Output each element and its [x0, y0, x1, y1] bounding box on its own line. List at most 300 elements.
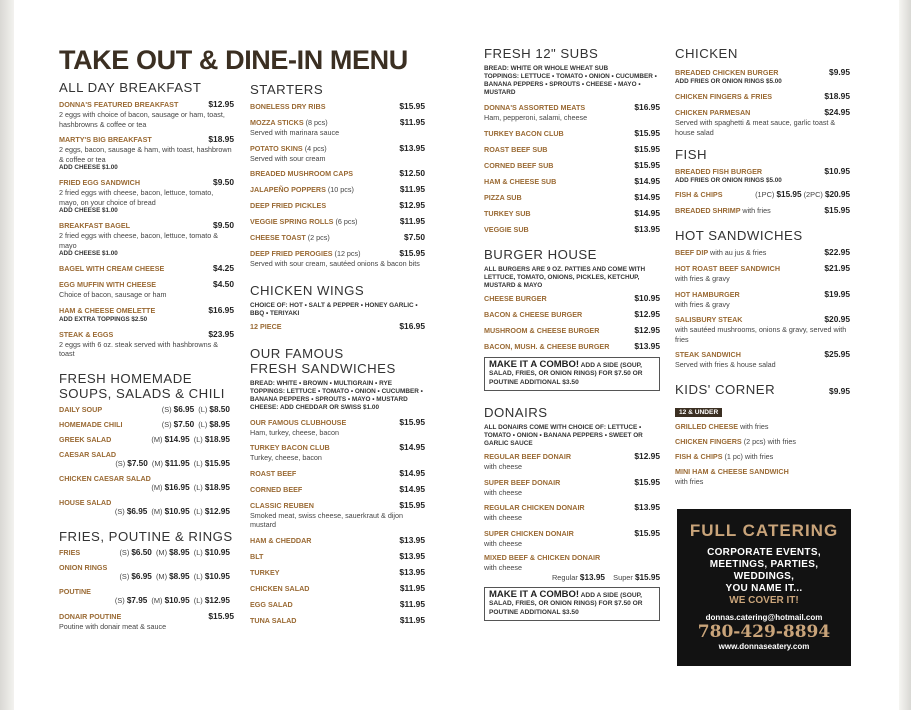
menu-item: [484, 144, 660, 155]
catering-website[interactable]: www.donnaseatery.com: [718, 642, 810, 651]
combo-box-2: [484, 587, 660, 622]
item-price: $11.95: [399, 117, 425, 127]
menu-item: [59, 474, 234, 493]
item-row: [484, 192, 660, 203]
item-row: [484, 224, 660, 235]
size-price: $8.95: [169, 547, 190, 557]
menu-item: [250, 101, 425, 112]
item-price: $16.95: [399, 320, 425, 331]
size-price: $18.95: [204, 434, 230, 444]
menu-item: [250, 248, 425, 269]
item-price: $4.50: [213, 279, 234, 289]
menu-item: [484, 325, 660, 336]
size-prices: [755, 190, 850, 200]
item-extra: ADD CHEESE $1.00: [59, 164, 118, 171]
item-row: [484, 341, 660, 352]
size-prices: [115, 507, 234, 517]
item-row: [675, 437, 850, 447]
section-title-fish: FISH: [675, 147, 708, 162]
size-label: (L): [198, 404, 208, 414]
menu-item: [250, 117, 425, 138]
item-name: [675, 452, 773, 462]
menu-item: [59, 405, 234, 415]
menu-item: [484, 160, 660, 171]
item-name: DAILY SOUP: [59, 404, 103, 414]
item-price: $15.95: [208, 610, 234, 621]
item-row: [59, 329, 234, 340]
item-name: 12 PIECE: [250, 321, 282, 331]
item-price: $25.95: [824, 349, 850, 359]
item-row: [59, 305, 234, 316]
sandwich-list: [250, 417, 425, 626]
menu-item: [484, 309, 660, 320]
item-name: [675, 422, 768, 432]
item-name: [59, 306, 155, 316]
menu-item: [250, 216, 425, 227]
item-description: Poutine with donair meat & sauce: [59, 621, 167, 631]
item-name: [484, 209, 531, 219]
size-price: $6.95: [126, 506, 148, 516]
item-price: $12.95: [208, 99, 234, 109]
item-price: $13.95: [634, 340, 660, 351]
item-name: ONION RINGS: [59, 562, 108, 572]
wings-note: CHOICE OF: HOT • SALT & PEPPER • HONEY GARLIC • BBQ • TERIYAKI: [250, 301, 418, 317]
item-price: $15.95: [634, 159, 660, 170]
item-name-text: STEAK SANDWICH: [675, 350, 741, 359]
size-label: (M): [155, 571, 168, 581]
item-name: [59, 330, 113, 340]
item-name-text: JALAPEÑO POPPERS: [250, 185, 326, 194]
item-price: $12.95: [634, 451, 660, 461]
item-name: [484, 129, 564, 139]
item-name-text: BAGEL WITH CREAM CHEESE: [59, 264, 165, 273]
menu-item: [250, 551, 425, 562]
item-name-text: DONNA'S ASSORTED MEATS: [484, 103, 586, 112]
item-row: [484, 128, 660, 139]
item-name-text: REGULAR CHICKEN DONAIR: [484, 503, 585, 512]
item-price: $14.95: [399, 467, 425, 478]
item-name: [250, 185, 354, 195]
catering-phone[interactable]: 780-429-8894: [697, 622, 831, 642]
item-name: [675, 437, 796, 447]
item-row: [250, 101, 425, 112]
item-price: $16.95: [634, 102, 660, 112]
menu-item: [675, 314, 850, 344]
item-description: Turkey, cheese, bacon: [250, 453, 322, 462]
menu-item: [59, 611, 234, 632]
item-description: with fries & gravy: [675, 299, 730, 309]
item-note: with au jus & fries: [710, 248, 767, 257]
item-extra: ADD EXTRA TOPPINGS $2.50: [59, 315, 148, 323]
size-prices: [162, 420, 234, 430]
item-description: Served with marinara sauce: [250, 128, 340, 137]
item-price: $13.95: [399, 534, 425, 545]
item-name: [675, 315, 743, 325]
item-name: [484, 478, 560, 488]
size-label: (M): [151, 482, 163, 492]
size-price: $10.95: [164, 506, 190, 516]
size-label: (S): [161, 404, 172, 414]
soups-list: [59, 405, 234, 517]
combo-text: ADD A SIDE (SOUP, SALAD, FRIES, OR ONION RINGS) FOR $7.50 OR POUTINE ADDITIONAL $3.50: [489, 591, 643, 616]
chicken-list: [675, 67, 850, 137]
item-name-text: HOT HAMBURGER: [675, 289, 740, 299]
item-name: [484, 225, 529, 235]
item-name: [675, 206, 771, 216]
item-name: [59, 100, 178, 110]
menu-item: [675, 349, 850, 370]
catering-line: MEETINGS, PARTIES,: [709, 559, 819, 570]
size-prices: [115, 596, 234, 606]
item-price: $13.95: [399, 566, 425, 577]
item-row: [675, 452, 850, 462]
item-name-text: CORNED BEEF SUB: [484, 160, 554, 170]
size-label: (L): [193, 458, 203, 468]
combo-heading: MAKE IT A COMBO!: [489, 358, 580, 370]
item-name-text: TUNA SALAD: [250, 615, 297, 625]
item-name-text: PIZZA SUB: [484, 192, 522, 202]
item-row: [484, 451, 660, 462]
item-description: with cheese: [484, 513, 522, 522]
item-price: $11.95: [399, 582, 425, 593]
item-name-text: DEEP FRIED PEROGIES: [250, 249, 333, 258]
item-price: $14.95: [634, 175, 660, 186]
item-row: [250, 615, 425, 626]
item-price: $23.95: [208, 328, 234, 339]
breakfast-list: [59, 99, 234, 359]
item-name: HOMEMADE CHILI: [59, 419, 123, 429]
item-description: Served with spaghetti & meat sauce, garlic toast & house salad: [675, 118, 836, 137]
menu-item: [675, 205, 850, 216]
item-description: Served with sour cream: [250, 153, 326, 163]
item-price: $15.95: [399, 101, 425, 111]
menu-item: [484, 128, 660, 139]
item-note: (6 pcs): [335, 217, 358, 226]
item-name: [250, 102, 325, 112]
item-name-text: MUSHROOM & CHEESE BURGER: [484, 325, 600, 335]
item-price: $15.95: [399, 416, 425, 427]
item-row: [484, 325, 660, 336]
size-label: (L): [193, 482, 203, 492]
item-row: [484, 208, 660, 219]
starters-list: [250, 101, 425, 269]
item-row: [484, 293, 660, 304]
item-price: $9.50: [213, 220, 234, 230]
menu-item: [59, 99, 234, 129]
menu-item: [675, 437, 850, 447]
item-row: [250, 599, 425, 610]
menu-title: TAKE OUT & DINE-IN MENU: [59, 45, 408, 75]
menu-item: [484, 192, 660, 203]
size-prices: [151, 435, 234, 445]
item-price: $18.95: [208, 134, 234, 144]
item-row: [250, 200, 425, 211]
combo-text: ADD A SIDE (SOUP, SALAD, FRIES, OR ONION RINGS) FOR $7.50 OR POUTINE ADDITIONAL $3.50: [489, 361, 643, 386]
item-name-text: BACON, MUSH. & CHEESE BURGER: [484, 341, 610, 351]
item-row: [59, 263, 234, 274]
item-name-text: SALISBURY STEAK: [675, 315, 743, 324]
item-name-text: TURKEY SUB: [484, 208, 531, 218]
item-name: [250, 600, 293, 610]
item-name-text: BONELESS DRY RIBS: [250, 102, 326, 111]
item-name-text: REGULAR BEEF DONAIR: [484, 452, 572, 461]
item-name-text: BREAKFAST BAGEL: [59, 221, 131, 230]
item-name: CHICKEN CAESAR SALAD: [59, 473, 151, 483]
size-prices: [119, 548, 234, 558]
size-price: $14.95: [164, 434, 190, 444]
item-name: [484, 193, 522, 203]
combo-heading: MAKE IT A COMBO!: [489, 588, 580, 600]
item-price: $14.95: [399, 483, 425, 494]
item-row: [250, 417, 425, 428]
item-row: [484, 144, 660, 155]
section-title-soups-2: SOUPS, SALADS & CHILI: [59, 385, 225, 401]
size-price: $12.95: [204, 506, 230, 516]
kids-price: $9.95: [829, 385, 850, 396]
item-name: [250, 568, 280, 578]
item-row: [675, 314, 850, 325]
item-name-text: TURKEY: [250, 567, 280, 577]
item-description: 2 fried eggs with cheese, bacon, lettuce, tomato, mayo, on your choice of bread: [59, 188, 214, 207]
item-note: (1 pc) with fries: [724, 451, 774, 461]
item-name-text: HAM & CHEESE SUB: [484, 176, 557, 186]
item-name-text: EGG MUFFIN WITH CHEESE: [59, 280, 157, 289]
size-label: (S): [114, 506, 125, 516]
size-prices: [119, 572, 234, 582]
item-name-text: GRILLED CHEESE: [675, 421, 739, 431]
item-price: $21.95: [824, 263, 850, 273]
menu-item: [250, 184, 425, 195]
item-price: $4.25: [213, 263, 234, 273]
kids-list: [675, 422, 850, 487]
item-price: $16.95: [208, 304, 234, 315]
item-row: [250, 500, 425, 511]
item-row: [250, 143, 425, 154]
item-name: HOUSE SALAD: [59, 497, 112, 507]
column-4: [675, 46, 850, 491]
sandwich-toppings-note: TOPPINGS: LETTUCE • TOMATO • ONION • CUCUMBER • BANANA PEPPERS • SPROUTS • MAYO • MUSTARD: [250, 387, 423, 403]
size-label: (L): [193, 571, 203, 581]
mixed-donair-prices: [484, 573, 660, 582]
item-description: Served with sour cream, sautéed onions & bacon bits: [250, 259, 420, 268]
item-row: [250, 484, 425, 495]
size-price: $6.95: [173, 404, 195, 414]
item-note: (2 pcs): [307, 233, 330, 242]
item-name: [59, 264, 164, 274]
item-name: [675, 264, 780, 274]
menu-item: [250, 599, 425, 610]
menu-item: [675, 452, 850, 462]
section-title-burgers: BURGER HOUSE: [484, 246, 597, 262]
item-price: $15.95: [399, 248, 425, 258]
item-note: with fries: [740, 421, 769, 431]
size-label: (M): [151, 458, 163, 468]
item-row: [675, 67, 850, 78]
item-price: $11.95: [399, 184, 425, 194]
item-row: [484, 102, 660, 113]
item-row: [250, 232, 425, 243]
item-name-text: MARTY'S BIG BREAKFAST: [59, 135, 152, 144]
section-title-chicken: CHICKEN: [675, 46, 738, 61]
size-price: $15.95: [776, 190, 802, 199]
item-name: [484, 294, 547, 304]
page-edge-right: [899, 0, 911, 710]
item-name-text: CHICKEN PARMESAN: [675, 108, 751, 117]
item-name-text: BREADED SHRIMP: [675, 206, 741, 215]
item-price: $9.50: [213, 177, 234, 187]
section-title-starters: STARTERS: [250, 82, 324, 97]
item-name: [675, 248, 766, 258]
item-row: [59, 459, 234, 469]
size-price: $18.95: [204, 482, 230, 492]
subs-toppings-note: TOPPINGS: LETTUCE • TOMATO • ONION • CUCUMBER • BANANA PEPPERS • SPROUTS • CHEESE • MAYO • MUSTARD: [484, 73, 657, 96]
item-description: with cheese: [484, 462, 522, 471]
item-extra: ADD CHEESE $1.00: [59, 250, 118, 257]
item-name-text: BREADED MUSHROOM CAPS: [250, 169, 354, 178]
item-price: $14.95: [399, 442, 425, 452]
item-row: [675, 263, 850, 274]
size-price: $6.50: [131, 547, 152, 557]
item-price: $15.95: [634, 143, 660, 154]
item-name-text: BLT: [250, 551, 264, 561]
menu-item: [59, 587, 234, 606]
item-name: [484, 161, 554, 171]
menu-item: [675, 247, 850, 258]
item-row: [250, 567, 425, 578]
item-name-text: DONNA'S FEATURED BREAKFAST: [59, 100, 179, 109]
column-3: [484, 46, 660, 627]
menu-item: [59, 563, 234, 582]
menu-item: [59, 420, 234, 430]
size-label: (L): [198, 419, 208, 429]
item-row: [250, 117, 425, 128]
fries-list: [59, 548, 234, 606]
donair-list: [484, 451, 660, 548]
item-price: $15.95: [824, 205, 850, 215]
item-name: [250, 233, 330, 243]
item-extra: ADD CHEESE $1.00: [59, 207, 118, 214]
menu-item: [59, 220, 234, 258]
item-row: [675, 247, 850, 258]
item-name: POUTINE: [59, 586, 91, 596]
burgers-note: ALL BURGERS ARE 9 OZ. PATTIES AND COME WITH LETTUCE, TOMATO, ONIONS, PICKLES, KETCHUP, MUSTARD & MAYO: [484, 265, 646, 289]
item-name-text: HOT ROAST BEEF SANDWICH: [675, 264, 781, 273]
menu-item: [250, 468, 425, 479]
item-name: [484, 310, 582, 320]
sandwich-bread-note: BREAD: WHITE • BROWN • MULTIGRAIN • RYE: [250, 379, 392, 387]
item-description: Ham, turkey, cheese, bacon: [250, 427, 339, 437]
menu-item: [484, 528, 660, 549]
item-name: [250, 501, 314, 511]
item-price: $13.95: [399, 142, 425, 153]
size-label: (M): [151, 595, 163, 605]
item-row: [250, 168, 425, 179]
catering-line: CORPORATE EVENTS,: [707, 547, 821, 558]
size-price: $7.50: [127, 458, 148, 468]
item-row: [59, 177, 234, 188]
menu-item: [250, 484, 425, 495]
menu-item: [59, 134, 234, 172]
item-name: [484, 529, 574, 539]
menu-item: [484, 293, 660, 304]
kids-header: [675, 382, 850, 401]
item-price: $15.95: [634, 127, 660, 138]
menu-item: [59, 263, 234, 274]
menu-item: [250, 583, 425, 594]
item-name: [675, 290, 740, 300]
size-label: (L): [193, 547, 203, 557]
item-name: [484, 177, 556, 187]
menu-item: [675, 467, 850, 487]
subs-bread-note: BREAD: WHITE OR WHOLE WHEAT SUB: [484, 65, 609, 72]
item-price: $13.95: [634, 502, 660, 512]
item-description: with fries & gravy: [675, 274, 730, 283]
size-price: $11.95: [165, 458, 190, 468]
item-name: [484, 145, 548, 155]
combo-box: [484, 357, 660, 392]
item-note: (12 pcs): [334, 249, 361, 258]
item-row: [59, 279, 234, 290]
menu-item: [250, 143, 425, 164]
item-name: MIXED BEEF & CHICKEN DONAIR: [484, 553, 601, 562]
item-price: $20.95: [824, 314, 850, 324]
item-row: [484, 160, 660, 171]
item-name-text: CHICKEN FINGERS & FRIES: [675, 92, 773, 101]
item-description: 2 fried eggs with cheese, bacon, lettuce, tomato & mayo: [59, 231, 219, 250]
size-label: (M): [151, 434, 163, 444]
section-title-hot: HOT SANDWICHES: [675, 228, 803, 243]
item-name-text: MOZZA STICKS: [250, 118, 304, 127]
section-title-sandwiches-2: FRESH SANDWICHES: [250, 360, 396, 376]
menu-item: [484, 341, 660, 352]
menu-item: [484, 502, 660, 523]
menu-item: [484, 176, 660, 187]
item-extra: ADD FRIES OR ONION RINGS $5.00: [675, 78, 782, 85]
size-label: (S): [119, 571, 130, 581]
menu-item: [675, 67, 850, 86]
item-name-text: VEGGIE SUB: [484, 224, 529, 234]
catering-line: YOU NAME IT...: [725, 583, 803, 594]
catering-email[interactable]: donnas.catering@hotmail.com: [705, 613, 823, 622]
item-row: [59, 507, 234, 517]
item-name-text: TURKEY BACON CLUB: [250, 443, 330, 452]
item-name: [59, 221, 130, 231]
item-name-text: BREADED CHICKEN BURGER: [675, 68, 779, 77]
item-price: $15.95: [634, 527, 660, 538]
size-price: $8.50: [209, 404, 230, 414]
section-title-soups-1: FRESH HOMEMADE: [59, 370, 193, 386]
item-name-text: CHEESE TOAST: [250, 233, 306, 242]
item-name-text: CLASSIC REUBEN: [250, 500, 314, 510]
item-description: Ham, pepperoni, salami, cheese: [484, 113, 588, 122]
item-row: [250, 248, 425, 259]
item-name-text: POTATO SKINS: [250, 143, 303, 153]
item-name-text: DEEP FRIED PICKLES: [250, 201, 327, 210]
item-row: [484, 528, 660, 539]
item-name: [250, 418, 346, 428]
item-description: 2 eggs with 6 oz. steak served with hashbrowns & toast: [59, 339, 219, 358]
item-name-text: BACON & CHEESE BURGER: [484, 309, 583, 319]
item-price: $10.95: [634, 292, 660, 303]
item-name: [250, 536, 312, 546]
item-name-text: BEEF DIP: [675, 248, 709, 257]
size-label: (S): [161, 419, 172, 429]
size-price: $6.95: [131, 571, 152, 581]
size-price: $12.95: [204, 595, 230, 605]
item-row: [675, 91, 850, 102]
item-name: [250, 249, 361, 259]
size-price: $7.95: [126, 595, 148, 605]
